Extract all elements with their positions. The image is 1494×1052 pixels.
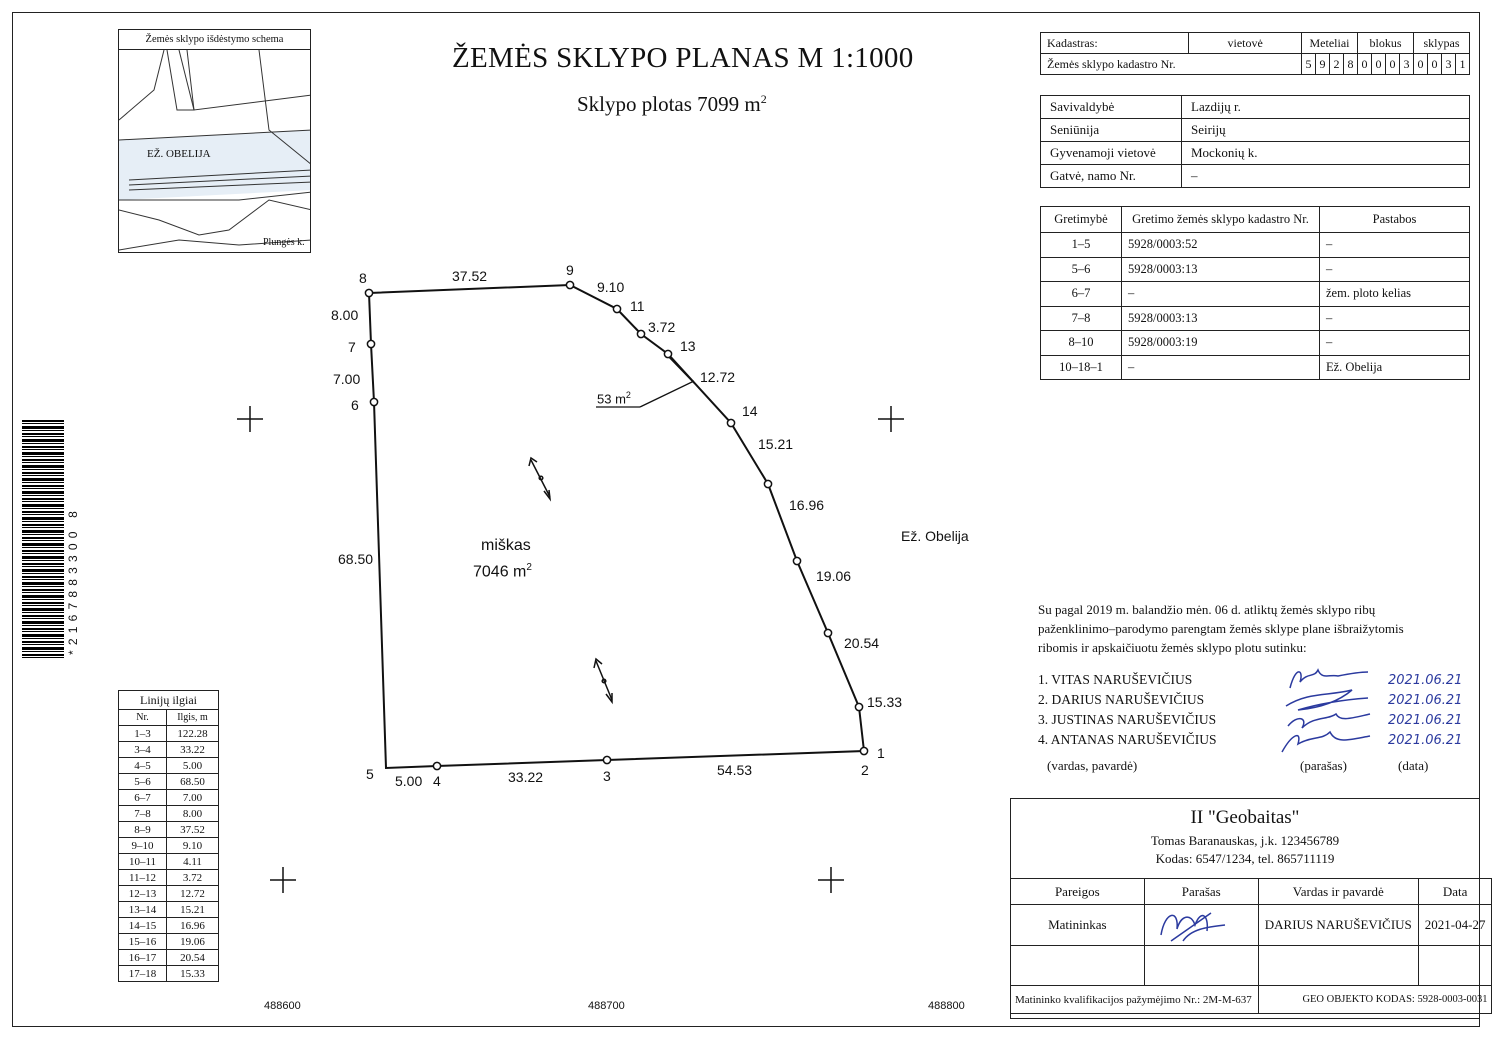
length-label: 9.10 bbox=[597, 279, 625, 295]
cert-col-date: (data) bbox=[1398, 758, 1429, 773]
line-len: 68.50 bbox=[166, 774, 218, 790]
point-label: 14 bbox=[742, 403, 758, 419]
line-lengths-header: Nr. bbox=[119, 710, 167, 726]
line-nr: 17–18 bbox=[119, 966, 167, 982]
company-header: Data bbox=[1418, 879, 1492, 905]
length-label: 5.00 bbox=[395, 773, 423, 789]
neighbor-cell: 5928/0003:13 bbox=[1122, 306, 1320, 331]
cert-person-name: 4. ANTANAS NARUŠEVIČIUS bbox=[1038, 732, 1217, 747]
signature-drawing bbox=[1151, 905, 1231, 945]
line-nr: 11–12 bbox=[119, 870, 167, 886]
point-label: 3 bbox=[603, 768, 611, 784]
cert-date: 2021.06.21 bbox=[1388, 713, 1463, 728]
company-line1: Tomas Baranauskas, j.k. 123456789 bbox=[1150, 833, 1340, 848]
length-label: 15.33 bbox=[867, 694, 903, 710]
cadastre-digit: 0 bbox=[1372, 54, 1386, 75]
barcode-text: *2167883300 8 bbox=[66, 505, 80, 655]
line-len: 19.06 bbox=[166, 934, 218, 950]
small-area bbox=[597, 390, 631, 406]
line-lengths-header: Ilgis, m bbox=[166, 710, 218, 726]
line-len: 16.96 bbox=[166, 918, 218, 934]
company-table bbox=[1010, 878, 1492, 1014]
scheme-village-label: Plungės k. bbox=[263, 237, 305, 248]
cert-line: ribomis ir apskaičiuotu žemės sklypo plotu sutinku: bbox=[1038, 640, 1307, 655]
point-label: 1 bbox=[877, 745, 885, 761]
company-cell bbox=[1418, 946, 1492, 986]
area-sup: 2 bbox=[760, 92, 767, 106]
neighbor-cell: – bbox=[1320, 331, 1470, 356]
coordinate-label: 488700 bbox=[588, 1000, 625, 1012]
line-len: 5.00 bbox=[166, 758, 218, 774]
area-text: Sklypo plotas 7099 m bbox=[577, 92, 761, 116]
neighbor-cell: 1–5 bbox=[1041, 233, 1122, 258]
cadastre-digit: 3 bbox=[1442, 54, 1456, 75]
cadastre-digit: 5 bbox=[1302, 54, 1316, 75]
address-value: – bbox=[1182, 165, 1470, 188]
cadastre-nr-label: Žemės sklypo kadastro Nr. bbox=[1041, 54, 1302, 75]
point-label: 8 bbox=[359, 270, 367, 286]
address-label: Gyvenamoji vietovė bbox=[1041, 142, 1182, 165]
length-label: 15.21 bbox=[758, 436, 794, 452]
address-value: Lazdijų r. bbox=[1182, 96, 1470, 119]
cadastre-digit: 3 bbox=[1400, 54, 1414, 75]
company-cell: 2021-04-27 bbox=[1418, 905, 1492, 946]
sklypas-label: sklypas bbox=[1414, 33, 1470, 54]
scheme-lake-label: EŽ. OBELIJA bbox=[147, 148, 211, 160]
small-area-value: 53 m bbox=[597, 391, 626, 407]
small-area-sup: 2 bbox=[625, 390, 631, 400]
line-nr: 16–17 bbox=[119, 950, 167, 966]
company-header: Parašas bbox=[1144, 879, 1258, 905]
company-name: II "Geobaitas" bbox=[1190, 807, 1300, 828]
length-label: 19.06 bbox=[816, 568, 852, 584]
length-label: 3.72 bbox=[648, 319, 676, 335]
point-label: 7 bbox=[348, 339, 356, 355]
neighbors-header: Gretimo žemės sklypo kadastro Nr. bbox=[1122, 207, 1320, 233]
line-len: 33.22 bbox=[166, 742, 218, 758]
cadastre-digit: 0 bbox=[1386, 54, 1400, 75]
certification-text bbox=[1038, 600, 1404, 657]
line-nr: 9–10 bbox=[119, 838, 167, 854]
grid-crosses bbox=[237, 406, 904, 893]
cadastre-digit: 2 bbox=[1330, 54, 1344, 75]
address-label: Seniūnija bbox=[1041, 119, 1182, 142]
neighbor-cell: – bbox=[1320, 306, 1470, 331]
surveyor-license: Matininko kvalifikacijos pažymėjimo Nr.: 2M-M-637 bbox=[1011, 986, 1259, 1014]
lake-label: Ež. Obelija bbox=[901, 528, 969, 544]
forest-symbols bbox=[529, 458, 612, 702]
neighbor-cell: 5928/0003:19 bbox=[1122, 331, 1320, 356]
line-len: 7.00 bbox=[166, 790, 218, 806]
company-header: Vardas ir pavardė bbox=[1258, 879, 1418, 905]
cadastre-label: Kadastras: bbox=[1041, 33, 1189, 54]
cert-person-name: 3. JUSTINAS NARUŠEVIČIUS bbox=[1038, 712, 1217, 727]
line-nr: 6–7 bbox=[119, 790, 167, 806]
coordinate-label: 488800 bbox=[928, 1000, 965, 1012]
company-cell bbox=[1258, 946, 1418, 986]
plot-vertices bbox=[365, 281, 867, 769]
company-block bbox=[1010, 798, 1488, 1019]
point-label: 2 bbox=[861, 762, 869, 778]
point-label: 13 bbox=[680, 338, 696, 354]
surveyor-signature bbox=[1144, 905, 1258, 946]
length-label: 8.00 bbox=[331, 307, 359, 323]
page-title: ŽEMĖS SKLYPO PLANAS M 1:1000 bbox=[452, 42, 914, 74]
line-nr: 10–11 bbox=[119, 854, 167, 870]
line-nr: 4–5 bbox=[119, 758, 167, 774]
cert-signatures bbox=[1278, 660, 1378, 760]
line-nr: 1–3 bbox=[119, 726, 167, 742]
line-len: 12.72 bbox=[166, 886, 218, 902]
line-len: 15.21 bbox=[166, 902, 218, 918]
cadastre-digit: 8 bbox=[1344, 54, 1358, 75]
length-label: 7.00 bbox=[333, 371, 361, 387]
cert-person-name: 1. VITAS NARUŠEVIČIUS bbox=[1038, 672, 1193, 687]
neighbor-cell: žem. ploto kelias bbox=[1320, 282, 1470, 307]
neighbor-cell: – bbox=[1320, 233, 1470, 258]
line-nr: 7–8 bbox=[119, 806, 167, 822]
neighbors-header: Pastabos bbox=[1320, 207, 1470, 233]
cert-date: 2021.06.21 bbox=[1388, 733, 1463, 748]
cert-line: Su pagal 2019 m. balandžio mėn. 06 d. atliktų žemės sklypo ribų bbox=[1038, 602, 1376, 617]
neighbor-cell: – bbox=[1122, 282, 1320, 307]
cert-col-sign: (parašas) bbox=[1300, 758, 1347, 773]
cert-date: 2021.06.21 bbox=[1388, 673, 1463, 688]
length-label: 20.54 bbox=[844, 635, 880, 651]
point-label: 5 bbox=[366, 766, 374, 782]
neighbor-cell: 7–8 bbox=[1041, 306, 1122, 331]
forest-area-sup: 2 bbox=[526, 562, 532, 573]
address-label: Savivaldybė bbox=[1041, 96, 1182, 119]
cert-col-name: (vardas, pavardė) bbox=[1047, 758, 1138, 773]
forest-area bbox=[473, 562, 532, 581]
line-nr: 15–16 bbox=[119, 934, 167, 950]
line-len: 4.11 bbox=[166, 854, 218, 870]
neighbors-header: Gretimybė bbox=[1041, 207, 1122, 233]
length-label: 16.96 bbox=[789, 497, 825, 513]
company-cell bbox=[1144, 946, 1258, 986]
plot-boundary bbox=[369, 285, 864, 768]
forest-label: miškas bbox=[481, 537, 531, 554]
company-line2: Kodas: 6547/1234, tel. 865711119 bbox=[1155, 851, 1335, 866]
length-label: 33.22 bbox=[508, 769, 544, 785]
cert-date: 2021.06.21 bbox=[1388, 693, 1463, 708]
neighbor-cell: – bbox=[1122, 355, 1320, 380]
neighbor-cell: 5928/0003:13 bbox=[1122, 257, 1320, 282]
line-lengths-title: Linijų ilgiai bbox=[119, 691, 219, 710]
cert-person-name: 2. DARIUS NARUŠEVIČIUS bbox=[1038, 692, 1205, 707]
company-cell: DARIUS NARUŠEVIČIUS bbox=[1258, 905, 1418, 946]
line-len: 15.33 bbox=[166, 966, 218, 982]
cadastre-digit: 1 bbox=[1456, 54, 1470, 75]
cadastre-digit: 0 bbox=[1358, 54, 1372, 75]
scheme-title: Žemės sklypo išdėstymo schema bbox=[119, 30, 310, 50]
line-len: 9.10 bbox=[166, 838, 218, 854]
cert-dates bbox=[1388, 671, 1462, 751]
cert-names bbox=[1038, 670, 1217, 750]
line-lengths-table bbox=[118, 690, 219, 982]
neighbor-cell: Ež. Obelija bbox=[1320, 355, 1470, 380]
line-len: 8.00 bbox=[166, 806, 218, 822]
neighbor-cell: 5–6 bbox=[1041, 257, 1122, 282]
length-label: 68.50 bbox=[338, 551, 374, 567]
line-len: 20.54 bbox=[166, 950, 218, 966]
length-label: 12.72 bbox=[700, 369, 736, 385]
coordinate-label: 488600 bbox=[264, 1000, 301, 1012]
line-nr: 8–9 bbox=[119, 822, 167, 838]
point-label: 9 bbox=[566, 262, 574, 278]
length-label: 37.52 bbox=[452, 268, 488, 284]
company-cell: Matininkas bbox=[1011, 905, 1145, 946]
length-label: 54.53 bbox=[717, 762, 753, 778]
neighbor-cell: 10–18–1 bbox=[1041, 355, 1122, 380]
address-value: Mockonių k. bbox=[1182, 142, 1470, 165]
line-nr: 3–4 bbox=[119, 742, 167, 758]
geo-object-code: GEO OBJEKTO KODAS: 5928-0003-0031 bbox=[1258, 986, 1492, 1014]
cert-line: paženklinimo–parodymo parengtam žemės sklype plane išbraižytomis bbox=[1038, 621, 1404, 636]
neighbor-cell: – bbox=[1320, 257, 1470, 282]
vietove-label: vietovė bbox=[1189, 33, 1302, 54]
blokus-label: blokus bbox=[1358, 33, 1414, 54]
point-label: 4 bbox=[433, 773, 441, 789]
cadastre-digit: 0 bbox=[1428, 54, 1442, 75]
cadastre-digit: 0 bbox=[1414, 54, 1428, 75]
neighbor-cell: 6–7 bbox=[1041, 282, 1122, 307]
line-nr: 13–14 bbox=[119, 902, 167, 918]
address-label: Gatvė, namo Nr. bbox=[1041, 165, 1182, 188]
forest-area-value: 7046 m bbox=[473, 563, 527, 581]
line-nr: 14–15 bbox=[119, 918, 167, 934]
line-nr: 5–6 bbox=[119, 774, 167, 790]
point-label: 11 bbox=[630, 298, 645, 314]
line-len: 122.28 bbox=[166, 726, 218, 742]
company-header: Pareigos bbox=[1011, 879, 1145, 905]
company-cell bbox=[1011, 946, 1145, 986]
cadastre-digit: 9 bbox=[1316, 54, 1330, 75]
neighbor-cell: 5928/0003:52 bbox=[1122, 233, 1320, 258]
line-len: 3.72 bbox=[166, 870, 218, 886]
neighbor-cell: 8–10 bbox=[1041, 331, 1122, 356]
address-value: Seirijų bbox=[1182, 119, 1470, 142]
point-label: 6 bbox=[351, 397, 359, 413]
line-len: 37.52 bbox=[166, 822, 218, 838]
vietove-value: Meteliai bbox=[1302, 33, 1358, 54]
line-nr: 12–13 bbox=[119, 886, 167, 902]
